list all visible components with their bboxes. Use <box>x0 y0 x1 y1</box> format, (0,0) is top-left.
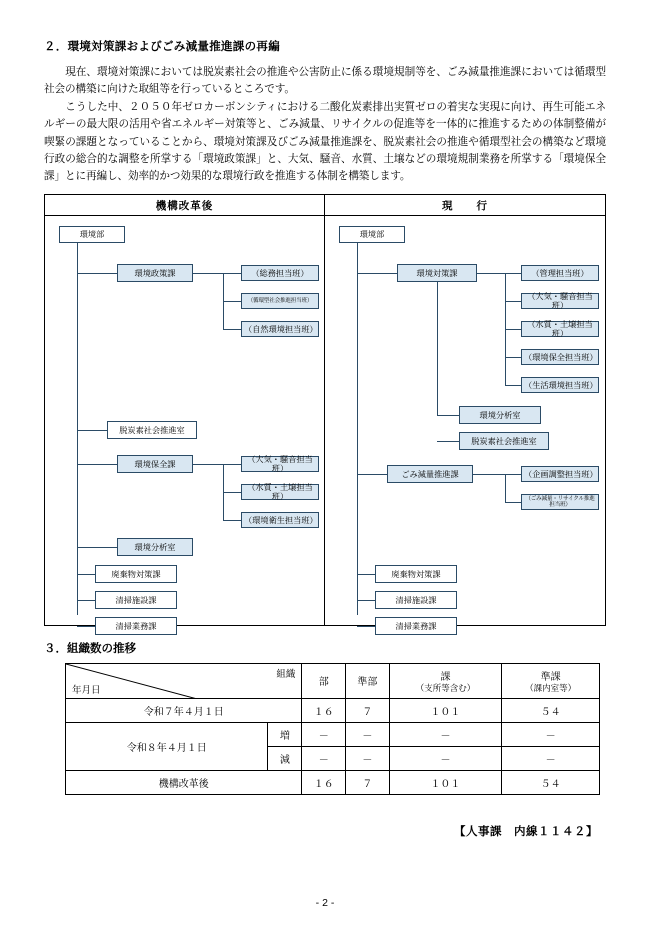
table-row <box>66 770 600 794</box>
node-kankyo-bunsekishitsu: 環境分析室 <box>117 538 193 556</box>
organization-count-table <box>65 663 600 795</box>
branch-line <box>77 574 95 575</box>
node-seiso-gyomuka-current: 清掃業務課 <box>375 617 457 635</box>
col-header-junbu <box>346 664 390 699</box>
branch-line <box>223 520 241 521</box>
row-label-r7: 令和７年４月１日 <box>66 698 302 722</box>
row-label-after: 機構改革後 <box>66 770 302 794</box>
branch-line <box>505 329 521 330</box>
cell-r7-bu: １６ <box>302 698 346 722</box>
cell-zou-ka: － <box>389 722 502 746</box>
org-chart-current-column <box>325 195 605 631</box>
table-corner-cell <box>66 664 302 699</box>
branch-line <box>473 474 505 475</box>
cell-zou-bu: － <box>302 722 346 746</box>
branch-line <box>223 464 241 465</box>
corner-label-bottom: 年月日 <box>72 684 101 696</box>
branch-line <box>437 415 459 416</box>
branch-line <box>505 357 521 358</box>
branch-line <box>223 329 241 330</box>
branch-line <box>357 574 375 575</box>
node-kankyo-eisei-tantouhan: （環境衛生担当班） <box>241 512 319 528</box>
org-chart-after-title: 機構改革後 <box>45 195 324 216</box>
node-kankyobu-current: 環境部 <box>339 226 405 243</box>
section2-heading: ２．環境対策課およびごみ減量推進課の再編 <box>44 41 280 53</box>
cell-gen-junbu: － <box>346 746 390 770</box>
table-row <box>66 722 600 746</box>
branch-line <box>77 626 95 627</box>
row-sublabel-zou: 増 <box>268 722 302 746</box>
node-junkan-tantouhan: （循環型社会推進担当班） <box>241 293 319 309</box>
branch-line <box>223 301 241 302</box>
col-header-bu <box>302 664 346 699</box>
org-chart-current-canvas <box>325 216 605 631</box>
cell-gen-ka: － <box>389 746 502 770</box>
node-taiki-soon-tantouhan-current: （大気・騒音担当班） <box>521 293 599 309</box>
node-datsutanso-suishinshitsu: 脱炭素社会推進室 <box>107 421 197 439</box>
branch-line <box>477 273 505 274</box>
col-header-bu-main: 部 <box>318 677 329 689</box>
trunk-line <box>357 243 358 615</box>
node-somu-tantouhan: （総務担当班） <box>241 265 319 281</box>
branch-line <box>357 273 397 274</box>
branch-line <box>223 273 241 274</box>
col-header-junka-main: 準課 <box>540 672 561 684</box>
col-header-ka-sub: （支所等含む） <box>415 683 476 694</box>
cell-after-junka: ５４ <box>502 770 600 794</box>
section3-heading: ３．組織数の推移 <box>44 643 136 656</box>
col-header-junka <box>502 664 600 699</box>
node-kankyo-hozenka: 環境保全課 <box>117 455 193 473</box>
section2-paragraph-1: 現在、環境対策課においては脱炭素社会の推進や公害防止に係る環境規制等を、ごみ減量推進課においては循環型社会の構築に向けた取組等を行っているところです。 <box>44 66 606 96</box>
page-number: - 2 - <box>315 897 335 909</box>
org-chart <box>44 194 606 631</box>
trunk-line <box>77 243 78 615</box>
corner-label-top: 組織 <box>276 669 296 681</box>
col-header-junbu-main: 準部 <box>357 677 378 689</box>
node-seiso-gyomuka: 清掃業務課 <box>95 617 177 635</box>
node-gomi-genryo-recycle-tantouhan: （ごみ減量・リサイクル推進担当班） <box>521 494 599 510</box>
row-label-r8: 令和８年４月１日 <box>66 722 268 770</box>
branch-line <box>437 282 438 415</box>
branch-line <box>223 492 241 493</box>
node-kikaku-chosei-tantouhan: （企画調整担当班） <box>521 466 599 482</box>
cell-zou-junka: － <box>502 722 600 746</box>
cell-r7-ka: １０１ <box>389 698 502 722</box>
branch-line <box>77 464 117 465</box>
node-kanri-tantouhan: （管理担当班） <box>521 265 599 281</box>
node-datsutanso-suishinshitsu-current: 脱炭素社会推進室 <box>459 432 549 450</box>
cell-gen-bu: － <box>302 746 346 770</box>
diagonal-divider-icon <box>66 664 301 698</box>
branch-line <box>357 600 375 601</box>
branch-line <box>505 301 521 302</box>
cell-r7-junbu: ７ <box>346 698 390 722</box>
branch-line <box>505 502 521 503</box>
node-kankyo-taisakuka: 環境対策課 <box>397 264 477 282</box>
node-seiso-shisetsuka-current: 清掃施設課 <box>375 591 457 609</box>
table-row <box>66 698 600 722</box>
branch-line <box>357 626 375 627</box>
node-shizen-kankyo-tantouhan: （自然環境担当班） <box>241 321 319 337</box>
org-chart-after-column <box>45 195 325 631</box>
branch-line <box>77 547 117 548</box>
branch-line <box>505 385 521 386</box>
cell-after-junbu: ７ <box>346 770 390 794</box>
node-seiso-shisetsuka: 清掃施設課 <box>95 591 177 609</box>
col-header-ka-main: 課 <box>440 672 451 684</box>
node-gomi-genryo-suishinka: ごみ減量推進課 <box>387 465 473 483</box>
node-suishitsu-dojo-tantouhan-current: （水質・土壌担当班） <box>521 321 599 337</box>
cell-gen-junka: － <box>502 746 600 770</box>
node-haikibutsu-taisakuka-current: 廃棄物対策課 <box>375 565 457 583</box>
section2-paragraph-2: こうした中、２０５０年ゼロカーボンシティにおける二酸化炭素排出実質ゼロの着実な実現に向け、再生可能エネルギーの最大限の活用や省エネルギー対策等と、ごみ減量、リサイクルの促進等を一体的に推進するための体制整備が喫緊の課題となっていることから、環境対策課及びごみ減量推進課を、脱炭素社会の推進や循環型社会の構築など環境行政の総合的な調整を所掌する「環境政策課」と、大気、騒音、水質、土壌などの環境規制業務を所掌する「環境保全課」とに再編し、効率的かつ効果的な環境行政を推進する体制を構築します。 <box>44 101 606 182</box>
cell-zou-junbu: － <box>346 722 390 746</box>
branch-line <box>193 273 223 274</box>
branch-line <box>77 273 117 274</box>
row-sublabel-gen: 減 <box>268 746 302 770</box>
node-kankyo-seisakuka: 環境政策課 <box>117 264 193 282</box>
branch-line <box>77 600 95 601</box>
node-seikatsu-kankyo-tantouhan: （生活環境担当班） <box>521 377 599 393</box>
branch-line <box>77 430 107 431</box>
node-taiki-soon-tantouhan: （大気・騒音担当班） <box>241 456 319 472</box>
contact-note: 【人事課 内線１１４２】 <box>454 825 598 838</box>
cell-after-ka: １０１ <box>389 770 502 794</box>
branch-line <box>437 441 459 442</box>
node-kankyo-bunsekishitsu-current: 環境分析室 <box>459 406 541 424</box>
node-haikibutsu-taisakuka: 廃棄物対策課 <box>95 565 177 583</box>
node-kankyobu: 環境部 <box>59 226 125 243</box>
org-chart-after-canvas <box>45 216 324 631</box>
node-suishitsu-dojo-tantouhan: （水質・土壌担当班） <box>241 484 319 500</box>
branch-line <box>193 464 223 465</box>
col-header-ka <box>389 664 502 699</box>
cell-after-bu: １６ <box>302 770 346 794</box>
cell-r7-junka: ５４ <box>502 698 600 722</box>
col-header-junka-sub: （課内室等） <box>525 683 577 694</box>
node-kankyo-hozen-tantouhan: （環境保全担当班） <box>521 349 599 365</box>
table-header-row <box>66 664 600 699</box>
branch-line <box>505 474 521 475</box>
org-chart-current-title: 現 行 <box>325 195 605 216</box>
branch-line <box>505 273 521 274</box>
branch-line <box>505 474 506 502</box>
branch-line <box>357 474 387 475</box>
